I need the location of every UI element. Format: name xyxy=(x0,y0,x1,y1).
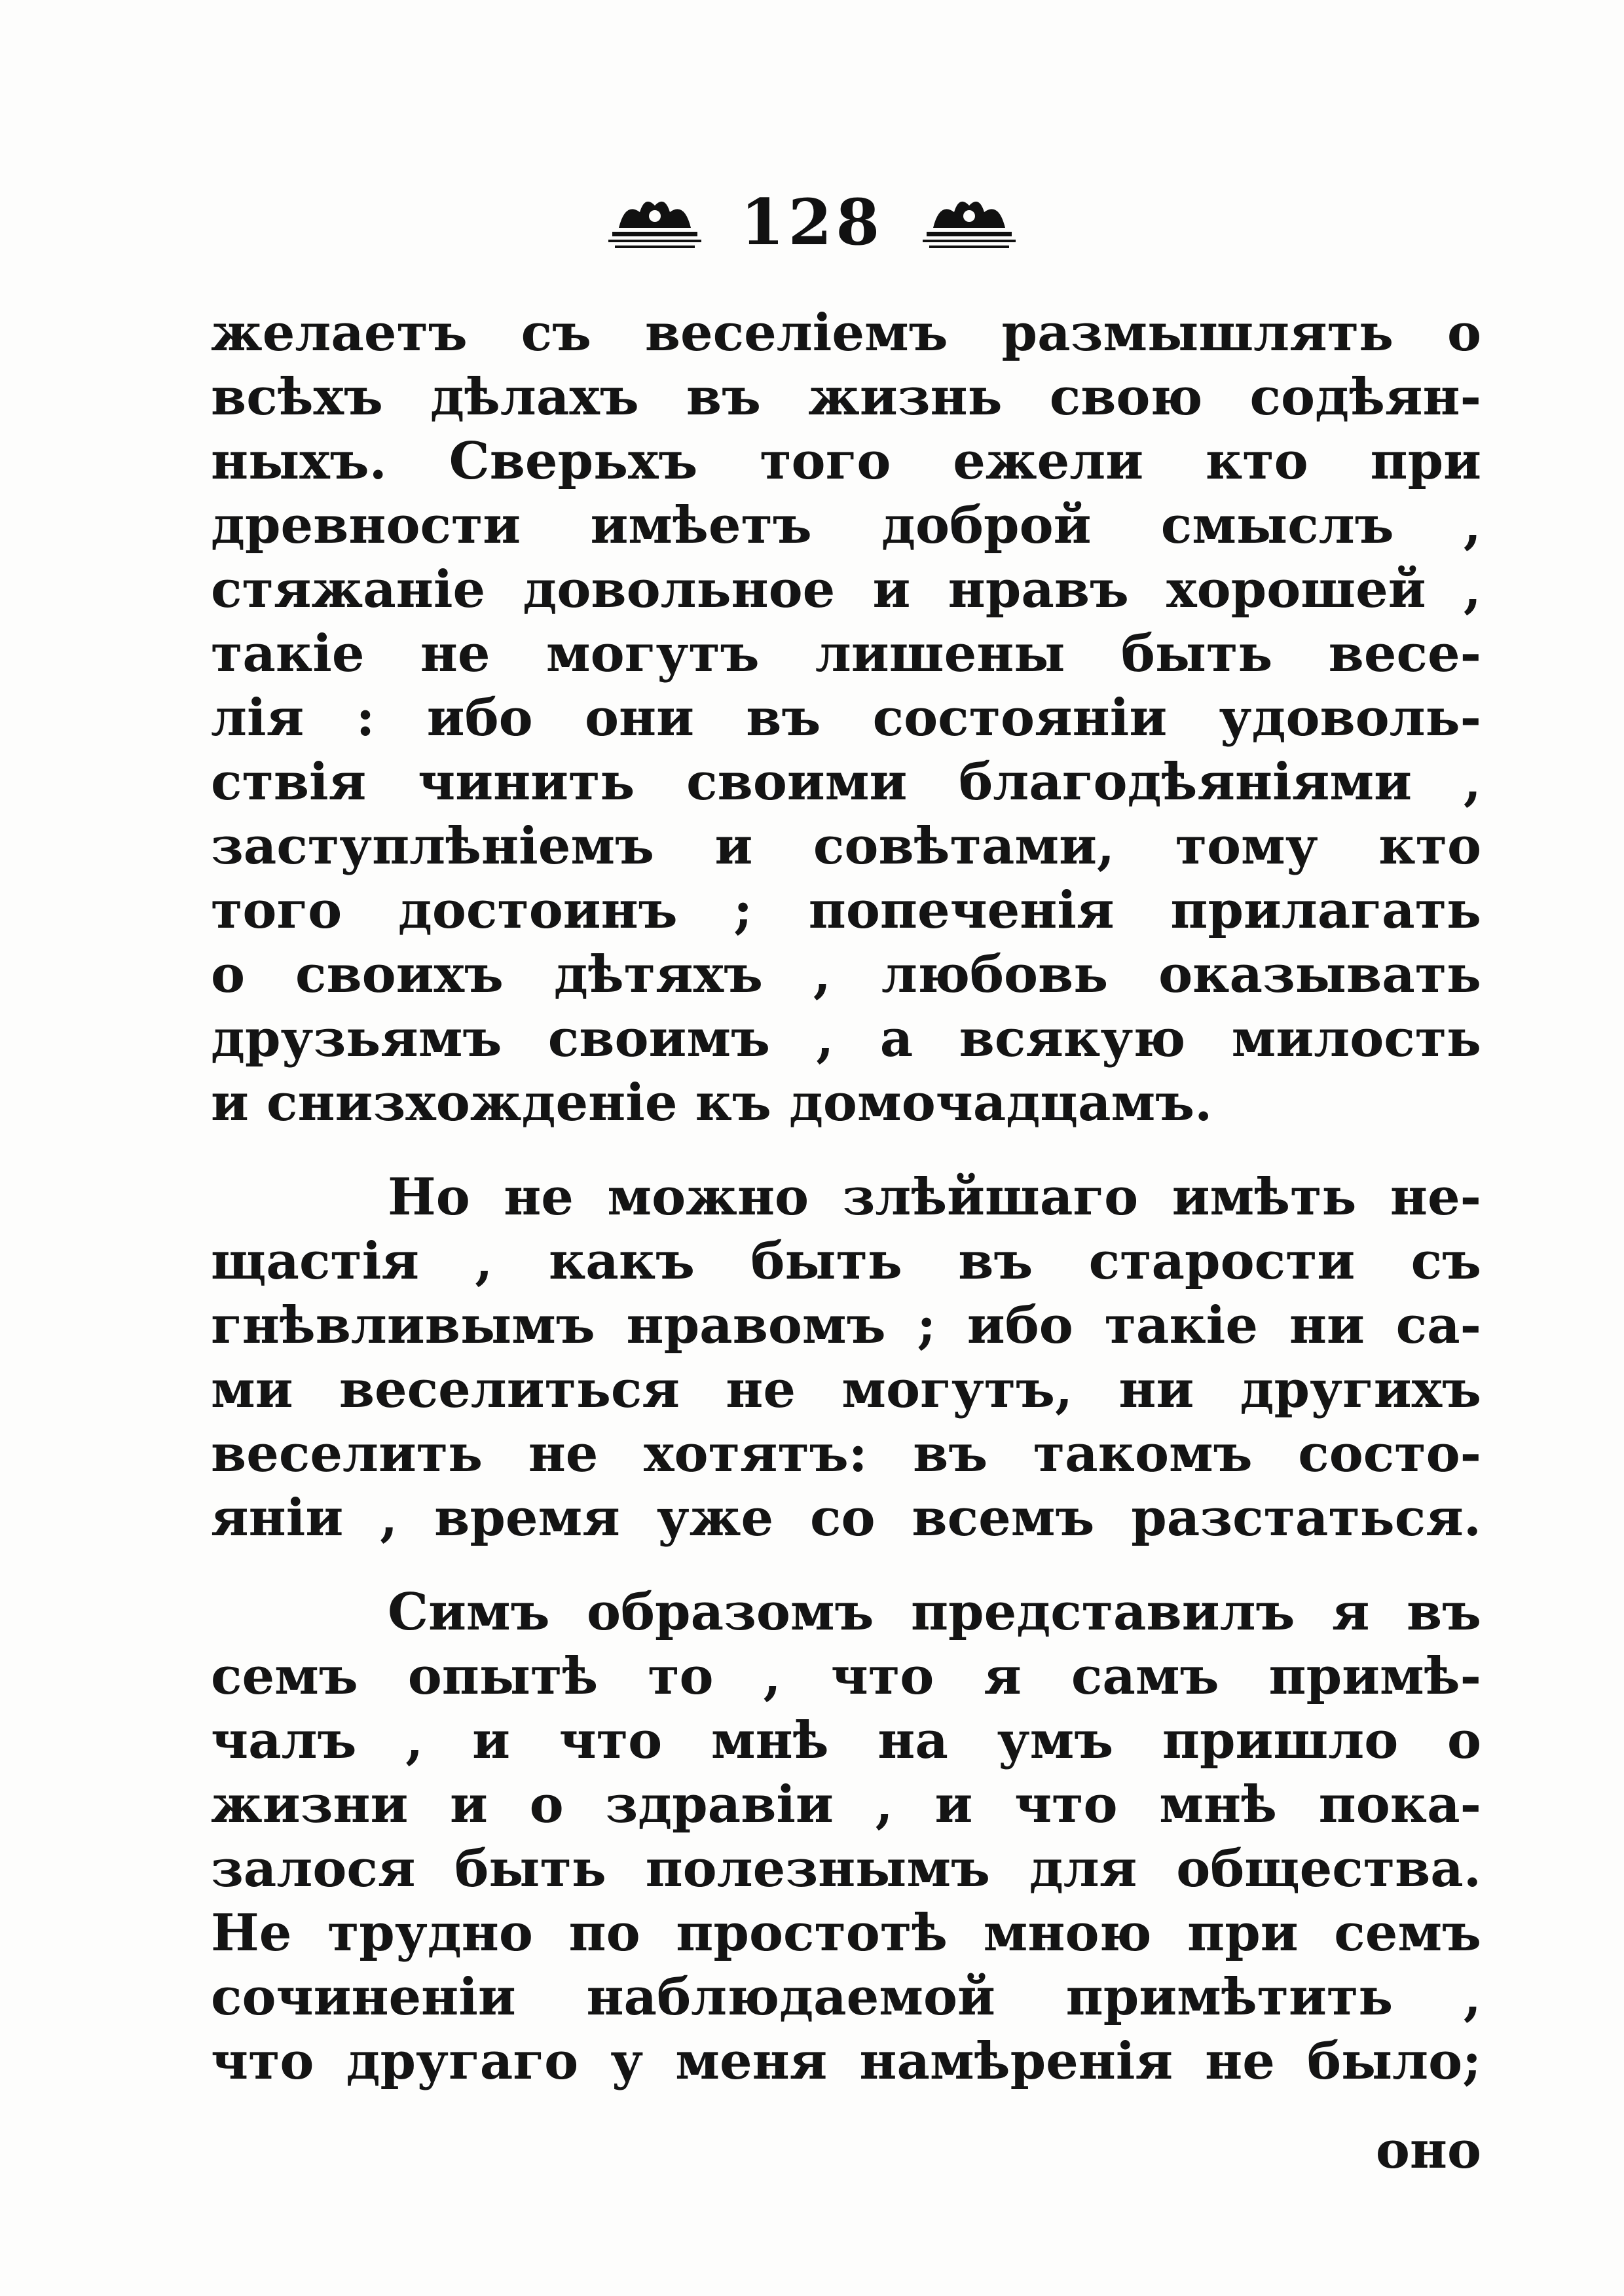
text-line: щастія , какъ быть въ старости съ xyxy=(211,1231,1481,1291)
text-line: лія : ибо они въ состояніи удоволь- xyxy=(211,688,1481,748)
text-line: Симъ образомъ представилъ я въ xyxy=(388,1582,1481,1642)
crown-fleuron-icon xyxy=(920,190,1018,255)
page-number: 128 xyxy=(740,185,884,259)
page-header xyxy=(0,177,1624,268)
text-line: семъ опытѣ то , что я самъ примѣ- xyxy=(211,1647,1481,1706)
text-line: Но не можно злѣйшаго имѣть не- xyxy=(388,1167,1481,1227)
text-line: жизни и о здравіи , и что мнѣ пока- xyxy=(211,1775,1481,1834)
text-line: ствія чинить своими благодѣяніями , xyxy=(211,752,1481,812)
text-line: друзьямъ своимъ , а всякую милость xyxy=(211,1009,1481,1068)
text-line: такіе не могутъ лишены быть весе- xyxy=(211,624,1481,683)
catchword: оно xyxy=(1375,2121,1481,2180)
text-line: залося быть полезнымъ для общества. xyxy=(211,1839,1481,1899)
text-line: стяжаніе довольное и нравъ хорошей , xyxy=(211,560,1481,619)
body-text xyxy=(211,301,1481,2094)
text-line: и снизхожденіе къ домочадцамъ. xyxy=(211,1073,1213,1133)
paragraph xyxy=(211,301,1481,1135)
paragraph xyxy=(211,1580,1481,2094)
text-line: желаетъ съ веселіемъ размышлять о xyxy=(211,303,1481,363)
text-line: чалъ , и что мнѣ на умъ пришло о xyxy=(211,1711,1481,1770)
text-line: заступлѣніемъ и совѣтами, тому кто xyxy=(211,816,1481,876)
text-line: гнѣвливымъ нравомъ ; ибо такіе ни са- xyxy=(211,1296,1481,1355)
text-line: Не трудно по простотѣ мною при семъ xyxy=(211,1903,1481,1963)
text-line: о своихъ дѣтяхъ , любовь оказывать xyxy=(211,945,1481,1004)
text-line: ми веселиться не могутъ, ни другихъ xyxy=(211,1360,1481,1419)
paragraph xyxy=(211,1165,1481,1550)
paragraph-gap xyxy=(211,1550,1481,1580)
text-line: что другаго у меня намѣренія не было; xyxy=(211,2032,1481,2091)
paragraph-gap xyxy=(211,1135,1481,1165)
crown-fleuron-icon xyxy=(606,190,704,255)
text-line: ныхъ. Сверьхъ того ежели кто при xyxy=(211,431,1481,491)
text-line: сочиненіи наблюдаемой примѣтить , xyxy=(211,1967,1481,2027)
text-line: того достоинъ ; попеченія прилагать xyxy=(211,881,1481,940)
text-line: веселить не хотятъ: въ такомъ состо- xyxy=(211,1424,1481,1484)
text-line: яніи , время уже со всемъ разстаться. xyxy=(211,1488,1481,1548)
text-line: древности имѣетъ доброй смыслъ , xyxy=(211,496,1481,555)
text-line: всѣхъ дѣлахъ въ жизнь свою содѣян- xyxy=(211,367,1481,427)
